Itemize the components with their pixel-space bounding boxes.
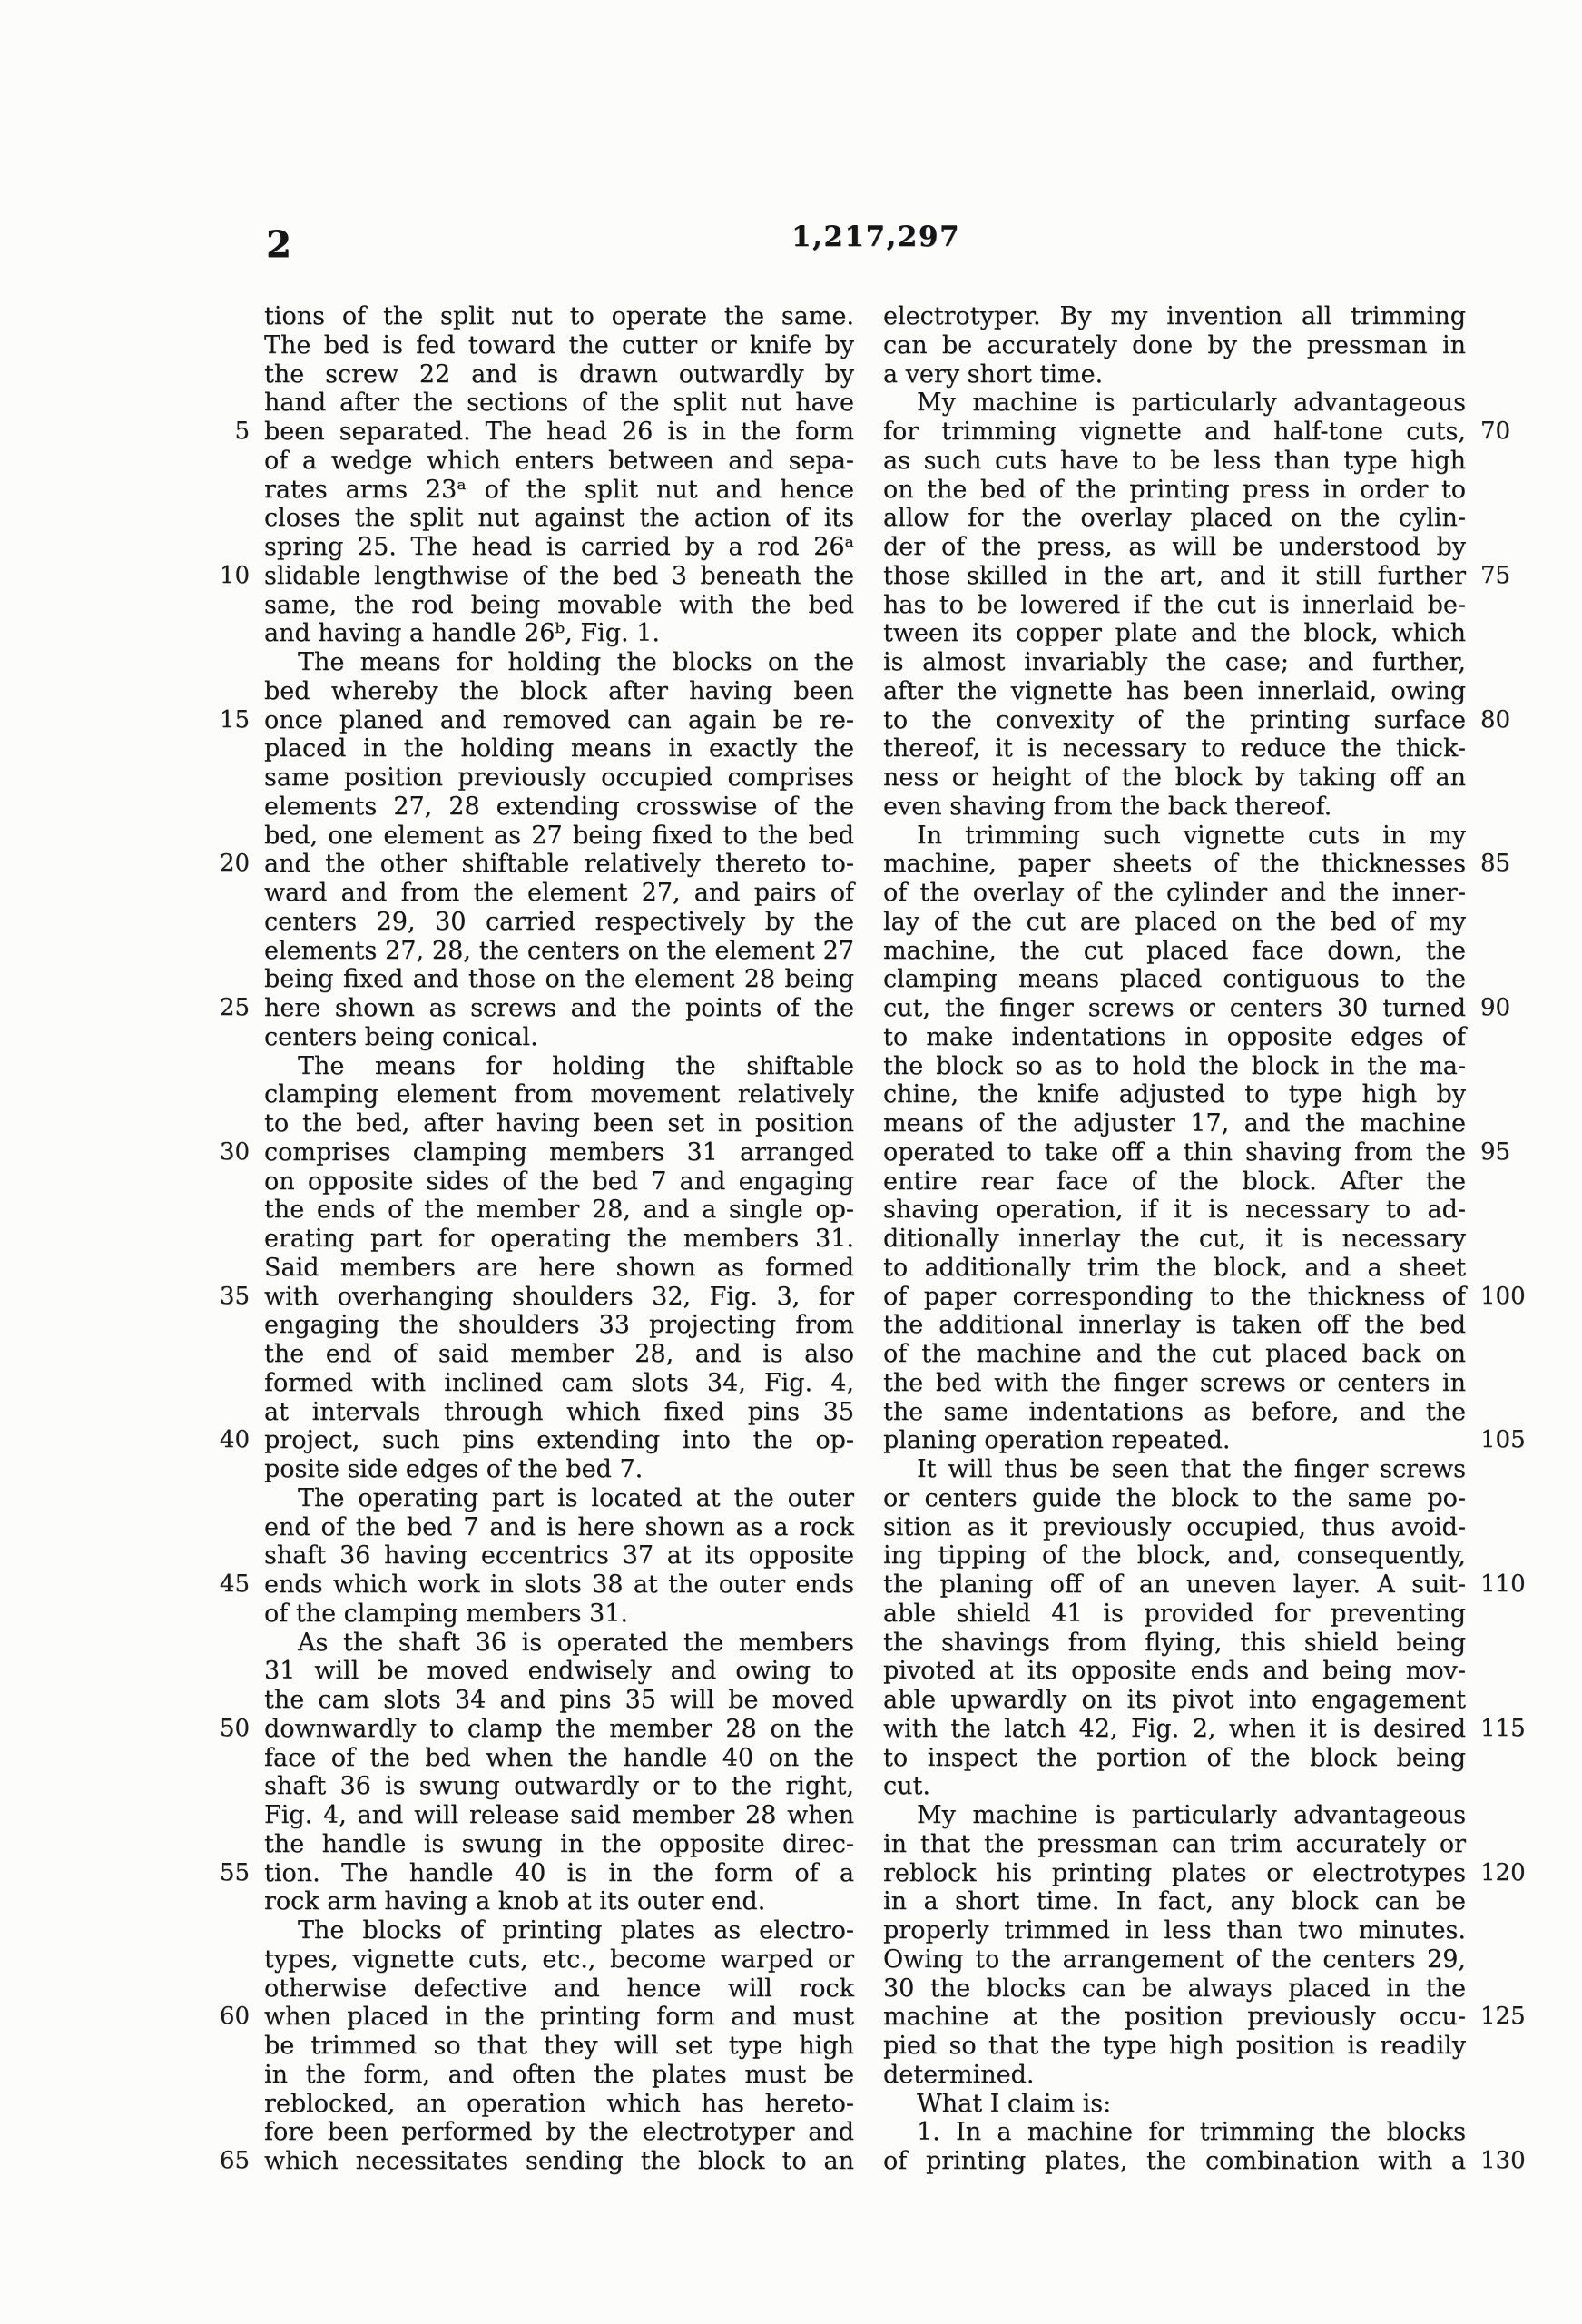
text-line-content: centers being conical. [264,1022,538,1051]
text-line-content: My machine is particularly advantageous [917,389,1466,418]
line-number: 100 [1480,1282,1526,1310]
text-line-content: is almost invariably the case; and further, [883,648,1466,676]
text-line-content: 30 the blocks can be always placed in the [883,1974,1466,2003]
text-line-content: or centers guide the block to the same po- [883,1483,1466,1512]
text-line-content: cut, the finger screws or centers 30 turned [883,994,1466,1022]
text-line [234,418,854,447]
text-line-content: slidable lengthwise of the bed 3 beneath the [264,561,854,590]
text-line [264,1340,854,1369]
text-line [264,677,854,706]
text-line-content: once planed and removed can again be re- [264,705,854,734]
left-text-column [219,302,854,2176]
text-line [264,1196,854,1225]
text-line-content: has to be lowered if the cut is innerlaid be- [883,590,1466,619]
text-line [264,591,854,620]
text-line-content: formed with inclined cam slots 34, Fig. 4, [264,1368,854,1397]
text-line-content: types, vignette cuts, etc., become warped or [264,1945,854,1974]
text-line-content: closes the split nut against the action of its [264,504,854,533]
text-line-content: der of the press, as will be understood by [883,533,1466,561]
text-line [883,389,1466,418]
text-line-content: The means for holding the shiftable [298,1051,854,1080]
text-line [883,2147,1526,2176]
line-number: 60 [219,2003,250,2031]
text-line [883,734,1466,763]
line-number: 70 [1480,418,1511,445]
line-number: 75 [1480,561,1511,589]
text-line [264,1109,854,1138]
text-line [264,1541,854,1571]
text-line-content: clamping means placed contiguous to the [883,965,1466,994]
text-line [264,763,854,793]
text-line-content: comprises clamping members 31 arranged [264,1137,854,1167]
text-line-content: entire rear face of the block. After the [883,1167,1466,1196]
text-line [219,1137,854,1167]
text-line-content: properly trimmed in less than two minutes. [883,1916,1466,1945]
text-line [883,447,1466,476]
text-line-content: ends which work in slots 38 at the outer ends [264,1571,854,1599]
text-line [883,705,1511,735]
text-line [264,302,854,331]
text-line-content: chine, the knife adjusted to type high by [883,1080,1466,1109]
text-line [883,331,1466,360]
text-line-content: same position previously occupied comprises [264,763,854,792]
text-line-content: otherwise defective and hence will rock [264,1974,854,2003]
text-line [264,1513,854,1542]
line-number: 85 [1480,850,1511,878]
text-line [883,1340,1466,1369]
text-line [883,476,1466,505]
text-line-content: 1. In a machine for trimming the blocks [917,2118,1466,2147]
text-line [883,1916,1466,1945]
text-line-content: engaging the shoulders 33 projecting from [264,1311,854,1340]
text-line-content: planing operation repeated. [883,1426,1231,1455]
text-line-content: The means for holding the blocks on the [298,648,854,676]
text-line-content: In trimming such vignette cuts in my [917,821,1466,850]
text-line-content: to the convexity of the printing surface [883,705,1466,734]
text-line [883,2090,1466,2119]
text-line-content: of a wedge which enters between and sepa- [264,446,854,475]
text-line-content: when placed in the printing form and must [264,2003,854,2032]
text-line-content: lay of the cut are placed on the bed of my [883,907,1466,936]
text-line [264,648,854,677]
text-line [264,1484,854,1513]
text-line-content: the block so as to hold the block in the ma- [883,1051,1466,1080]
text-line-content: with the latch 42, Fig. 2, when it is desired [883,1714,1466,1743]
text-line-content: the screw 22 and is drawn outwardly by [264,359,854,389]
text-line [883,1225,1466,1254]
text-line-content: The operating part is located at the outer [298,1483,854,1512]
text-line-content: reblocked, an operation which has hereto- [264,2089,854,2118]
text-line-content: rates arms 23ᵃ of the split nut and hence [264,475,854,504]
text-line [264,1887,854,1916]
text-line-content: thereof, it is necessary to reduce the thick- [883,734,1466,763]
text-line [264,1254,854,1283]
line-number: 50 [219,1714,250,1742]
line-number: 120 [1480,1858,1526,1886]
text-line [883,2118,1466,2147]
text-line-content: the bed with the finger screws or centers in [883,1368,1466,1397]
text-line-content: spring 25. The head is carried by a rod 26ᵃ [264,533,854,561]
text-line-content: machine at the position previously occu- [883,2003,1466,2032]
text-line-content: at intervals through which fixed pins 35 [264,1397,854,1426]
text-line [219,1426,854,1455]
text-line-content: elements 27, 28, the centers on the element 27 [264,936,854,965]
line-number: 30 [219,1137,250,1166]
text-line [883,1196,1466,1225]
text-line-content: the shavings from flying, this shield being [883,1628,1466,1657]
text-line [883,1398,1466,1427]
text-line-content: ness or height of the block by taking off an [883,763,1466,792]
text-line-content: bed whereby the block after having been [264,676,854,705]
text-line [219,850,854,879]
text-line [264,1455,854,1484]
text-line-content: shaft 36 is swung outwardly or to the right, [264,1772,854,1801]
line-number: 40 [219,1426,250,1454]
text-line-content: centers 29, 30 carried respectively by the [264,907,854,936]
text-line-content: able shield 41 is provided for preventing [883,1599,1466,1628]
line-number: 25 [219,994,250,1021]
text-line [219,1571,854,1600]
text-line [883,360,1466,389]
text-line [883,822,1466,851]
text-line-content: What I claim is: [917,2089,1112,2118]
text-line [264,447,854,476]
text-line-content: been separated. The head 26 is in the form [264,418,854,446]
text-line-content: in that the pressman can trim accurately or [883,1829,1466,1858]
text-line-content: on the bed of the printing press in order to [883,475,1466,504]
text-line-content: ing tipping of the block, and, consequently, [883,1541,1466,1571]
text-line [883,1830,1466,1859]
text-line-content: clamping element from movement relatively [264,1080,854,1109]
text-line [264,1686,854,1715]
text-line-content: of paper corresponding to the thickness of [883,1282,1466,1311]
text-line-content: able upwardly on its pivot into engagement [883,1686,1466,1714]
text-line-content: rock arm having a knob at its outer end. [264,1887,766,1916]
text-line [264,1311,854,1340]
text-line-content: The bed is fed toward the cutter or knife by [264,330,854,359]
text-line [219,1282,854,1312]
text-line [883,1541,1466,1571]
text-line-content: of printing plates, the combination with a [883,2147,1466,2175]
text-line-content: those skilled in the art, and it still further [883,561,1466,590]
text-line [883,1772,1466,1801]
text-line-content: bed, one element as 27 being fixed to the bed [264,821,854,850]
text-line [883,2032,1466,2061]
text-line-content: placed in the holding means in exactly the [264,734,854,763]
text-line [219,561,854,591]
text-line-content: with overhanging shoulders 32, Fig. 3, for [264,1282,854,1311]
text-line-content: ditionally innerlay the cut, it is necessary [883,1225,1466,1253]
text-line [264,1600,854,1629]
text-line-content: hand after the sections of the split nut have [264,389,854,418]
text-line-content: shaft 36 having eccentrics 37 at its opposite [264,1541,854,1571]
line-number: 130 [1480,2147,1526,2174]
text-line [219,1858,854,1888]
text-line [883,1858,1526,1888]
text-line [883,1571,1526,1600]
text-line [264,1916,854,1945]
text-line-content: tween its copper plate and the block, which [883,619,1466,648]
text-line-content: posite side edges of the bed 7. [264,1455,644,1483]
text-line-content: to the bed, after having been set in position [264,1109,854,1137]
text-line-content: operated to take off a thin shaving from the [883,1137,1466,1167]
text-line-content: and the other shiftable relatively thereto to- [264,850,854,879]
text-line-content: machine, the cut placed face down, the [883,936,1466,965]
text-line [264,1225,854,1254]
text-line [883,908,1466,937]
text-line [264,1945,854,1974]
text-line-content: in a short time. In fact, any block can be [883,1887,1466,1916]
text-line [883,648,1466,677]
right-text-column [883,302,1526,2176]
text-line-content: the handle is swung in the opposite direc- [264,1829,854,1858]
text-line [264,937,854,966]
text-line [264,1974,854,2004]
text-line-content: to inspect the portion of the block being [883,1743,1466,1772]
text-line [883,793,1466,822]
text-line-content: of the clamping members 31. [264,1599,628,1628]
text-line [883,1686,1466,1715]
text-line [883,1282,1526,1312]
text-line [883,1513,1466,1542]
text-line [883,1657,1466,1686]
text-line [883,533,1466,562]
text-line-content: same, the rod being movable with the bed [264,590,854,619]
text-line-content: here shown as screws and the points of the [264,994,854,1022]
text-line [264,331,854,360]
text-line [883,1369,1466,1398]
text-line-content: Owing to the arrangement of the centers 29, [883,1945,1466,1974]
text-line-content: As the shaft 36 is operated the members [298,1628,854,1657]
text-line [264,1023,854,1052]
text-line [883,1109,1466,1138]
text-line [219,994,854,1023]
line-number: 125 [1480,2003,1526,2031]
text-line [883,1744,1466,1773]
text-line-content: pivoted at its opposite ends and being mov- [883,1657,1466,1686]
text-line-content: machine, paper sheets of the thicknesses [883,850,1466,879]
text-line-content: which necessitates sending the block to an [264,2147,854,2175]
line-number: 20 [219,850,250,878]
text-line-content: fore been performed by the electrotyper and [264,2118,854,2147]
text-line-content: Fig. 4, and will release said member 28 when [264,1801,854,1829]
text-line [264,1772,854,1801]
text-line-content: can be accurately done by the pressman in [883,330,1466,359]
text-line [883,1600,1466,1629]
line-number: 5 [234,418,250,445]
text-line [219,705,854,735]
text-line [264,965,854,994]
line-number: 110 [1480,1571,1526,1598]
text-line-content: cut. [883,1772,930,1801]
text-line [883,1801,1466,1830]
text-line [264,908,854,937]
text-line-content: to additionally trim the block, and a sheet [883,1253,1466,1282]
text-line [264,822,854,851]
text-line-content: the planing off of an uneven layer. A suit- [883,1571,1466,1599]
text-line-content: elements 27, 28 extending crosswise of the [264,792,854,821]
text-line-content: electrotyper. By my invention all trimming [883,302,1466,330]
text-line [883,1714,1526,1744]
text-line [219,1714,854,1744]
text-line [264,1167,854,1196]
text-line-content: pied so that the type high position is readily [883,2032,1466,2060]
text-line [219,2003,854,2032]
text-line [883,994,1511,1023]
text-line-content: sition as it previously occupied, thus avoid- [883,1512,1466,1541]
text-line [264,1830,854,1859]
text-line [883,302,1466,331]
text-line [883,1629,1466,1658]
text-line-content: of the overlay of the cylinder and the inner- [883,879,1466,907]
text-line-content: the end of said member 28, and is also [264,1340,854,1368]
text-line-content: It will thus be seen that the finger screws [917,1455,1466,1483]
text-line [883,937,1466,966]
text-line [883,619,1466,648]
text-line [264,533,854,562]
line-number: 45 [219,1571,250,1598]
text-line [883,591,1466,620]
text-line-content: end of the bed 7 and is here shown as a rock [264,1512,854,1541]
text-line [883,763,1466,793]
text-line-content: tions of the split nut to operate the same. [264,302,854,330]
line-number: 35 [219,1282,250,1310]
text-line-content: project, such pins extending into the op- [264,1426,854,1455]
text-line-content: erating part for operating the members 31. [264,1225,854,1253]
text-line-content: tion. The handle 40 is in the form of a [264,1858,854,1887]
text-line [883,677,1466,706]
text-line [264,619,854,648]
text-line [264,360,854,389]
text-line [264,2032,854,2061]
text-line-content: face of the bed when the handle 40 on the [264,1743,854,1772]
text-line [883,418,1511,447]
text-line-content: ward and from the element 27, and pairs of [264,879,854,907]
text-line-content: being fixed and those on the element 28 being [264,965,854,994]
line-number: 115 [1480,1714,1526,1742]
line-number: 55 [219,1858,250,1886]
text-line [883,1137,1511,1167]
text-line-content: the additional innerlay is taken off the bed [883,1311,1466,1340]
text-line [264,389,854,418]
text-line [883,1974,1466,2004]
text-line [264,1801,854,1830]
text-line [264,476,854,505]
text-line-content: the same indentations as before, and the [883,1397,1466,1426]
text-line-content: reblock his printing plates or electrotypes [883,1858,1466,1887]
line-number: 15 [219,705,250,734]
text-line-content: the cam slots 34 and pins 35 will be moved [264,1686,854,1714]
text-line-content: determined. [883,2060,1035,2089]
text-line-content: be trimmed so that they will set type high [264,2032,854,2060]
text-line [883,965,1466,994]
text-line [883,1311,1466,1340]
line-number: 65 [219,2147,250,2174]
line-number: 90 [1480,994,1511,1021]
text-line-content: allow for the overlay placed on the cylin- [883,504,1466,533]
text-line-content: downwardly to clamp the member 28 on the [264,1714,854,1743]
text-line [883,1167,1466,1196]
text-line [883,1052,1466,1081]
text-line-content: shaving operation, if it is necessary to ad- [883,1196,1466,1225]
text-line-content: as such cuts have to be less than type high [883,446,1466,475]
text-line [264,2090,854,2119]
line-number: 10 [219,561,250,589]
line-number: 80 [1480,705,1511,734]
text-line-content: means of the adjuster 17, and the machine [883,1109,1466,1137]
text-line [264,1744,854,1773]
text-line [883,1426,1526,1455]
text-line [883,2003,1526,2032]
text-line [219,2147,854,2176]
text-line [264,1052,854,1081]
text-line-content: to make indentations in opposite edges of [883,1022,1466,1051]
text-line [883,1455,1466,1484]
text-line-content: of the machine and the cut placed back on [883,1340,1466,1368]
text-line [883,504,1466,533]
text-line [264,734,854,763]
text-line [264,1080,854,1109]
line-number: 105 [1480,1426,1526,1454]
text-line-content: even shaving from the back thereof. [883,792,1332,821]
text-line [264,1369,854,1398]
text-line [883,850,1511,879]
line-number: 95 [1480,1137,1511,1166]
text-line [264,504,854,533]
text-line-content: after the vignette has been innerlaid, owing [883,676,1466,705]
text-line [883,1254,1466,1283]
page-number: 2 [266,223,292,266]
text-line-content: in the form, and often the plates must be [264,2060,854,2089]
text-line [264,879,854,908]
text-line [883,1484,1466,1513]
text-line [883,1023,1466,1052]
text-line [264,793,854,822]
text-line-content: Said members are here shown as formed [264,1253,854,1282]
text-line-content: 31 will be moved endwisely and owing to [264,1657,854,1686]
text-line [264,1398,854,1427]
text-line [264,2061,854,2090]
text-line-content: The blocks of printing plates as electro- [298,1916,854,1945]
patent-number: 1,217,297 [791,221,961,253]
text-line [264,1657,854,1686]
text-line [883,1945,1466,1974]
text-line [883,1887,1466,1916]
text-line-content: on opposite sides of the bed 7 and engaging [264,1167,854,1196]
text-line-content: the ends of the member 28, and a single op- [264,1196,854,1225]
text-line-content: and having a handle 26ᵇ, Fig. 1. [264,619,660,648]
text-line-content: a very short time. [883,359,1104,389]
text-line-content: for trimming vignette and half-tone cuts, [883,418,1466,446]
text-line [883,2061,1466,2090]
text-line [883,1080,1466,1109]
text-line [883,879,1466,908]
text-line [264,1629,854,1658]
text-line-content: My machine is particularly advantageous [917,1801,1466,1829]
text-line [883,561,1511,591]
text-line [264,2118,854,2147]
